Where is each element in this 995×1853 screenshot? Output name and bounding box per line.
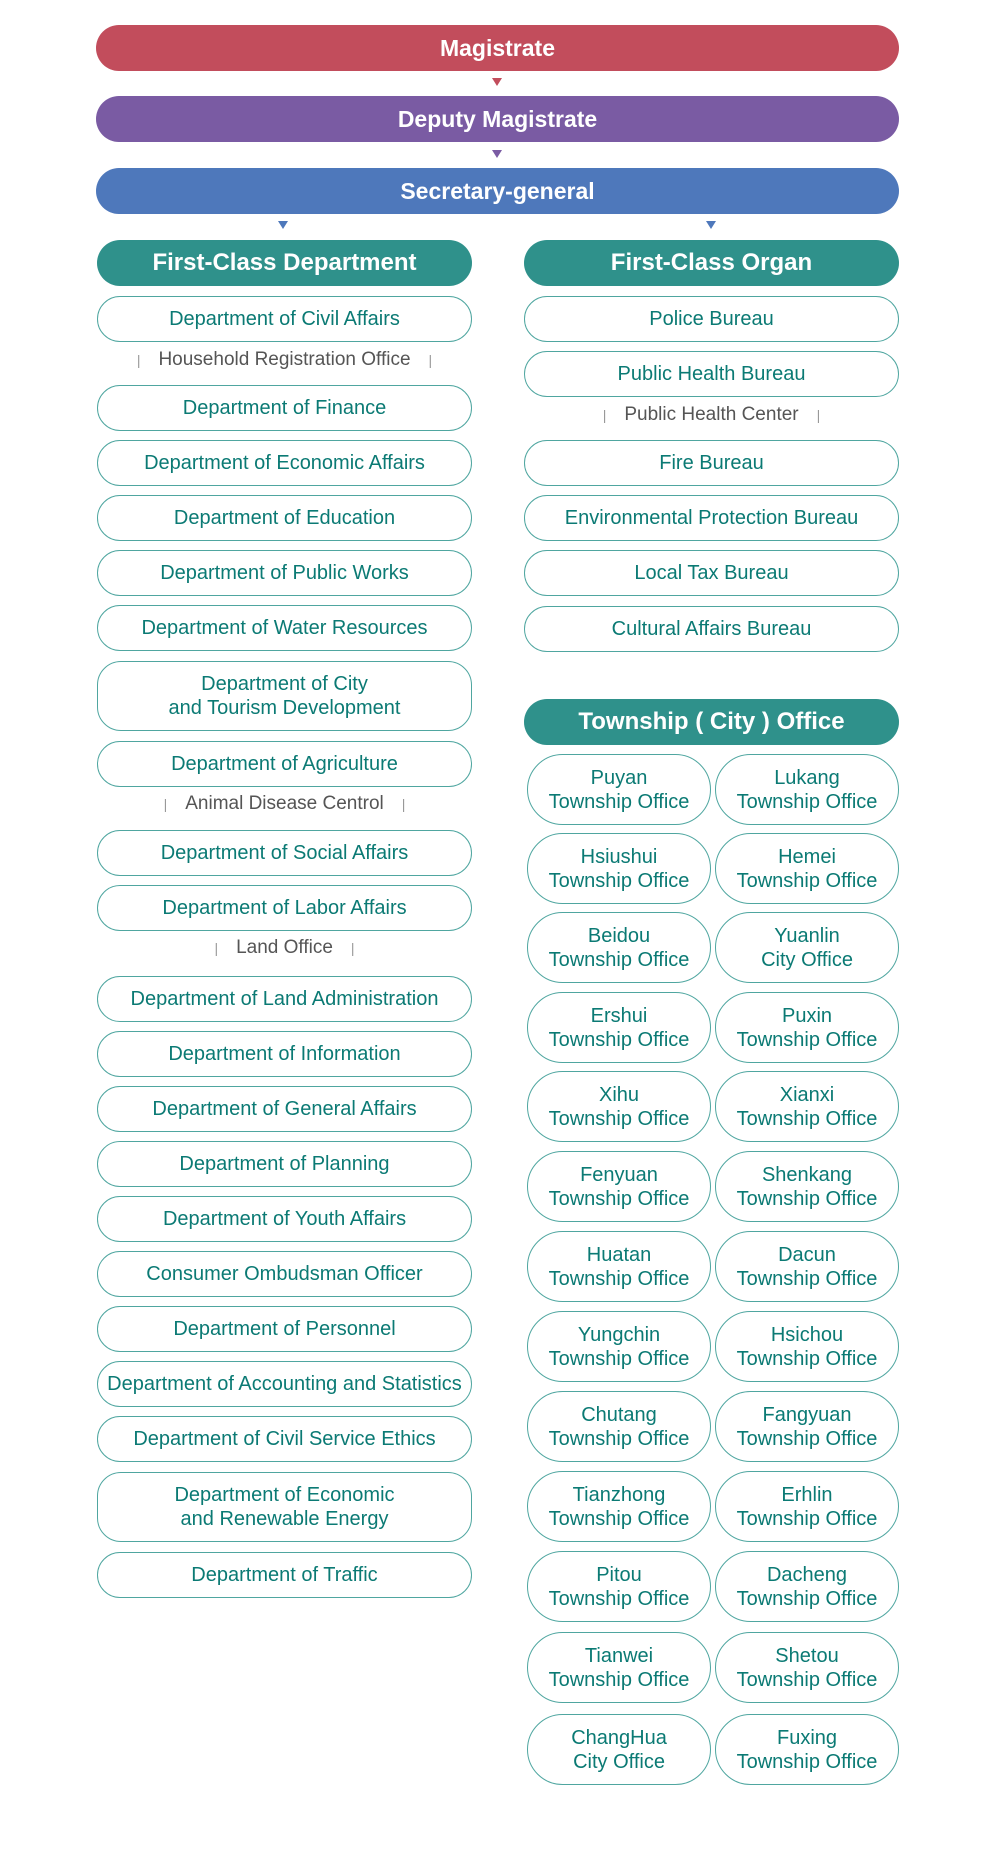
township-name: Tianwei [584, 1644, 654, 1667]
divider-tick: | [401, 796, 406, 812]
township-name: Pitou [596, 1563, 642, 1586]
department-social-affairs: Department of Social Affairs [97, 830, 472, 876]
township-name: Dacheng [766, 1563, 848, 1586]
first-class-organ-header: First-Class Organ [524, 240, 899, 286]
township-type: Township Office [736, 1668, 878, 1691]
township-office-item [527, 1231, 711, 1302]
township-office-item [527, 1151, 711, 1222]
township-office-item [527, 833, 711, 904]
township-name: Fuxing [776, 1726, 838, 1749]
township-office-item [527, 1471, 711, 1542]
township-office-item [715, 1231, 899, 1302]
township-type: Township Office [548, 1427, 690, 1450]
department-city-tourism: Department of City and Tourism Development [97, 661, 472, 731]
township-type: Township Office [736, 1427, 878, 1450]
sub-unit-public-health-center [524, 401, 899, 429]
township-name: Hsiushui [580, 845, 658, 868]
local-tax-bureau: Local Tax Bureau [524, 550, 899, 596]
township-name: ChangHua [571, 1726, 667, 1749]
township-name: Puxin [781, 1004, 833, 1027]
cultural-affairs-bureau: Cultural Affairs Bureau [524, 606, 899, 652]
township-name: Xihu [598, 1083, 640, 1106]
department-agriculture: Department of Agriculture [97, 741, 472, 787]
secretary-general-box: Secretary-general [96, 168, 899, 214]
divider-tick: | [428, 352, 433, 368]
township-name: Shetou [775, 1644, 839, 1667]
department-education: Department of Education [97, 495, 472, 541]
township-office-item [715, 754, 899, 825]
township-office-item [527, 754, 711, 825]
township-type: Township Office [736, 1107, 878, 1130]
township-type: Township Office [548, 1107, 690, 1130]
township-type: City Office [761, 948, 853, 971]
deputy-magistrate-box: Deputy Magistrate [96, 96, 899, 142]
township-name: Shenkang [761, 1163, 853, 1186]
township-type: Township Office [548, 869, 690, 892]
township-office-item [527, 1311, 711, 1382]
township-office-item [527, 1391, 711, 1462]
department-economic-affairs: Department of Economic Affairs [97, 440, 472, 486]
township-name: Huatan [586, 1243, 652, 1266]
township-office-item [715, 1391, 899, 1462]
township-type: Township Office [548, 948, 690, 971]
township-name: Dacun [778, 1243, 836, 1266]
department-economic-renewable-energy: Department of Economic and Renewable Energy [97, 1472, 472, 1542]
township-type: Township Office [736, 1347, 878, 1370]
township-name: Hsichou [770, 1323, 844, 1346]
divider-tick: | [136, 352, 141, 368]
township-city-office-header: Township ( City ) Office [524, 699, 899, 745]
department-land-administration: Department of Land Administration [97, 976, 472, 1022]
township-name: Yungchin [577, 1323, 661, 1346]
township-type: Township Office [548, 1587, 690, 1610]
township-type: Township Office [548, 1267, 690, 1290]
township-type: Township Office [736, 1028, 878, 1051]
department-civil-affairs: Department of Civil Affairs [97, 296, 472, 342]
township-office-item [527, 1714, 711, 1785]
township-office-item [527, 992, 711, 1063]
township-office-item [715, 1071, 899, 1142]
township-type: Township Office [548, 790, 690, 813]
township-type: Township Office [736, 1187, 878, 1210]
police-bureau: Police Bureau [524, 296, 899, 342]
township-type: Township Office [736, 790, 878, 813]
township-name: Hemei [778, 845, 836, 868]
sub-unit-label: Public Health Center [624, 404, 799, 425]
township-office-item [715, 1551, 899, 1622]
sub-unit-animal-disease [97, 790, 472, 818]
divider-tick: | [602, 407, 607, 423]
department-personnel: Department of Personnel [97, 1306, 472, 1352]
department-labor-affairs: Department of Labor Affairs [97, 885, 472, 931]
township-office-item [715, 912, 899, 983]
township-office-item [527, 1632, 711, 1703]
township-office-item [527, 912, 711, 983]
magistrate-box: Magistrate [96, 25, 899, 71]
township-office-item [715, 1151, 899, 1222]
township-office-item [715, 1471, 899, 1542]
township-type: Township Office [736, 869, 878, 892]
township-type: City Office [573, 1750, 665, 1773]
township-type: Township Office [736, 1750, 878, 1773]
public-health-bureau: Public Health Bureau [524, 351, 899, 397]
department-finance: Department of Finance [97, 385, 472, 431]
township-name: Beidou [587, 924, 651, 947]
township-name: Erhlin [781, 1483, 833, 1506]
township-office-item [715, 992, 899, 1063]
divider-tick: | [214, 940, 219, 956]
township-office-item [715, 1632, 899, 1703]
township-type: Township Office [548, 1028, 690, 1051]
township-name: Fenyuan [580, 1163, 658, 1186]
township-type: Township Office [736, 1507, 878, 1530]
township-name: Puyan [590, 766, 648, 789]
arrow-down-icon [278, 221, 288, 229]
consumer-ombudsman-officer: Consumer Ombudsman Officer [97, 1251, 472, 1297]
department-public-works: Department of Public Works [97, 550, 472, 596]
township-name: Xianxi [779, 1083, 835, 1106]
township-name: Chutang [581, 1403, 657, 1426]
department-accounting-statistics: Department of Accounting and Statistics [97, 1361, 472, 1407]
sub-unit-land-office [97, 934, 472, 962]
township-office-item [715, 833, 899, 904]
township-name: Yuanlin [774, 924, 840, 947]
first-class-department-header: First-Class Department [97, 240, 472, 286]
department-civil-service-ethics: Department of Civil Service Ethics [97, 1416, 472, 1462]
sub-unit-label: Household Registration Office [158, 349, 411, 370]
arrow-down-icon [706, 221, 716, 229]
arrow-down-icon [492, 150, 502, 158]
township-name: Lukang [774, 766, 840, 789]
department-traffic: Department of Traffic [97, 1552, 472, 1598]
divider-tick: | [816, 407, 821, 423]
divider-tick: | [350, 940, 355, 956]
department-general-affairs: Department of General Affairs [97, 1086, 472, 1132]
township-name: Ershui [590, 1004, 648, 1027]
township-name: Fangyuan [762, 1403, 852, 1426]
township-office-item [715, 1311, 899, 1382]
fire-bureau: Fire Bureau [524, 440, 899, 486]
township-type: Township Office [548, 1347, 690, 1370]
township-office-item [527, 1071, 711, 1142]
township-type: Township Office [548, 1507, 690, 1530]
department-water-resources: Department of Water Resources [97, 605, 472, 651]
environmental-protection-bureau: Environmental Protection Bureau [524, 495, 899, 541]
township-type: Township Office [736, 1267, 878, 1290]
divider-tick: | [163, 796, 168, 812]
township-name: Tianzhong [572, 1483, 666, 1506]
sub-unit-label: Land Office [236, 937, 333, 958]
department-youth-affairs: Department of Youth Affairs [97, 1196, 472, 1242]
township-office-item [527, 1551, 711, 1622]
sub-unit-household-registration [97, 346, 472, 374]
township-type: Township Office [548, 1187, 690, 1210]
arrow-down-icon [492, 78, 502, 86]
township-office-item [715, 1714, 899, 1785]
department-information: Department of Information [97, 1031, 472, 1077]
township-type: Township Office [548, 1668, 690, 1691]
department-planning: Department of Planning [97, 1141, 472, 1187]
township-type: Township Office [736, 1587, 878, 1610]
sub-unit-label: Animal Disease Centrol [185, 793, 384, 814]
